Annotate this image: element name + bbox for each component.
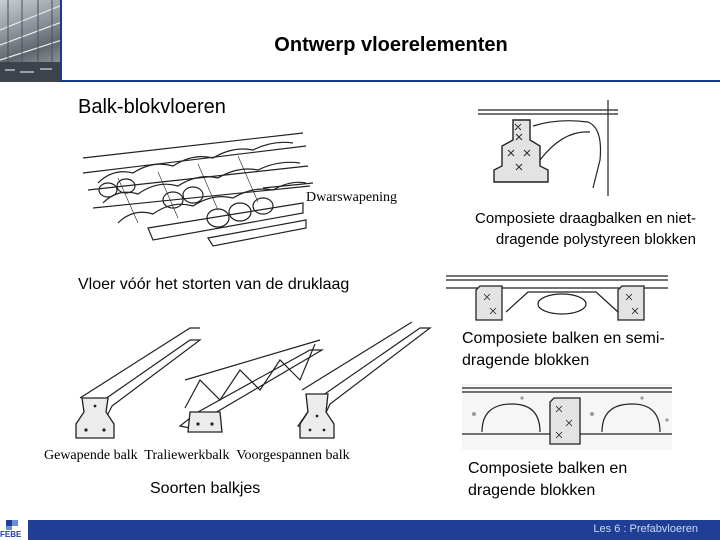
header-rule [62, 80, 720, 82]
building-interior-image [0, 0, 62, 82]
caption-beam-types: Soorten balkjes [150, 480, 261, 497]
cross-section-nondrag [478, 100, 618, 196]
section-heading: Balk-blokvloeren [78, 96, 226, 118]
label-dwarswapening: Dwarswapening [306, 190, 397, 205]
footer-lesson: Les 6 : Prefabvloeren [593, 523, 698, 535]
page-title: Ontwerp vloerelementen [274, 34, 508, 56]
cross-section-semi [446, 268, 668, 328]
subtitle-floor: Vloer vóór het storten van de druklaag [78, 276, 350, 293]
logo-text: FEBE [0, 530, 22, 539]
caption-semi: Composiete balken en semi-dragende blokken [462, 330, 665, 369]
header-photo [0, 0, 62, 82]
caption-dragend: Composiete balken en dragende blokken [468, 460, 628, 499]
beam-types-drawing [40, 320, 435, 446]
floor-perspective-drawing [78, 128, 313, 250]
cross-section-dragend [462, 384, 672, 450]
label-beam-types: Gewapende balk Traliewerkbalk Voorgespannen balk [44, 448, 350, 463]
caption-composite-nondrag: Composiete draagbalken en niet-dragende polystyreen blokken [475, 210, 696, 248]
febe-logo-icon [0, 518, 26, 540]
